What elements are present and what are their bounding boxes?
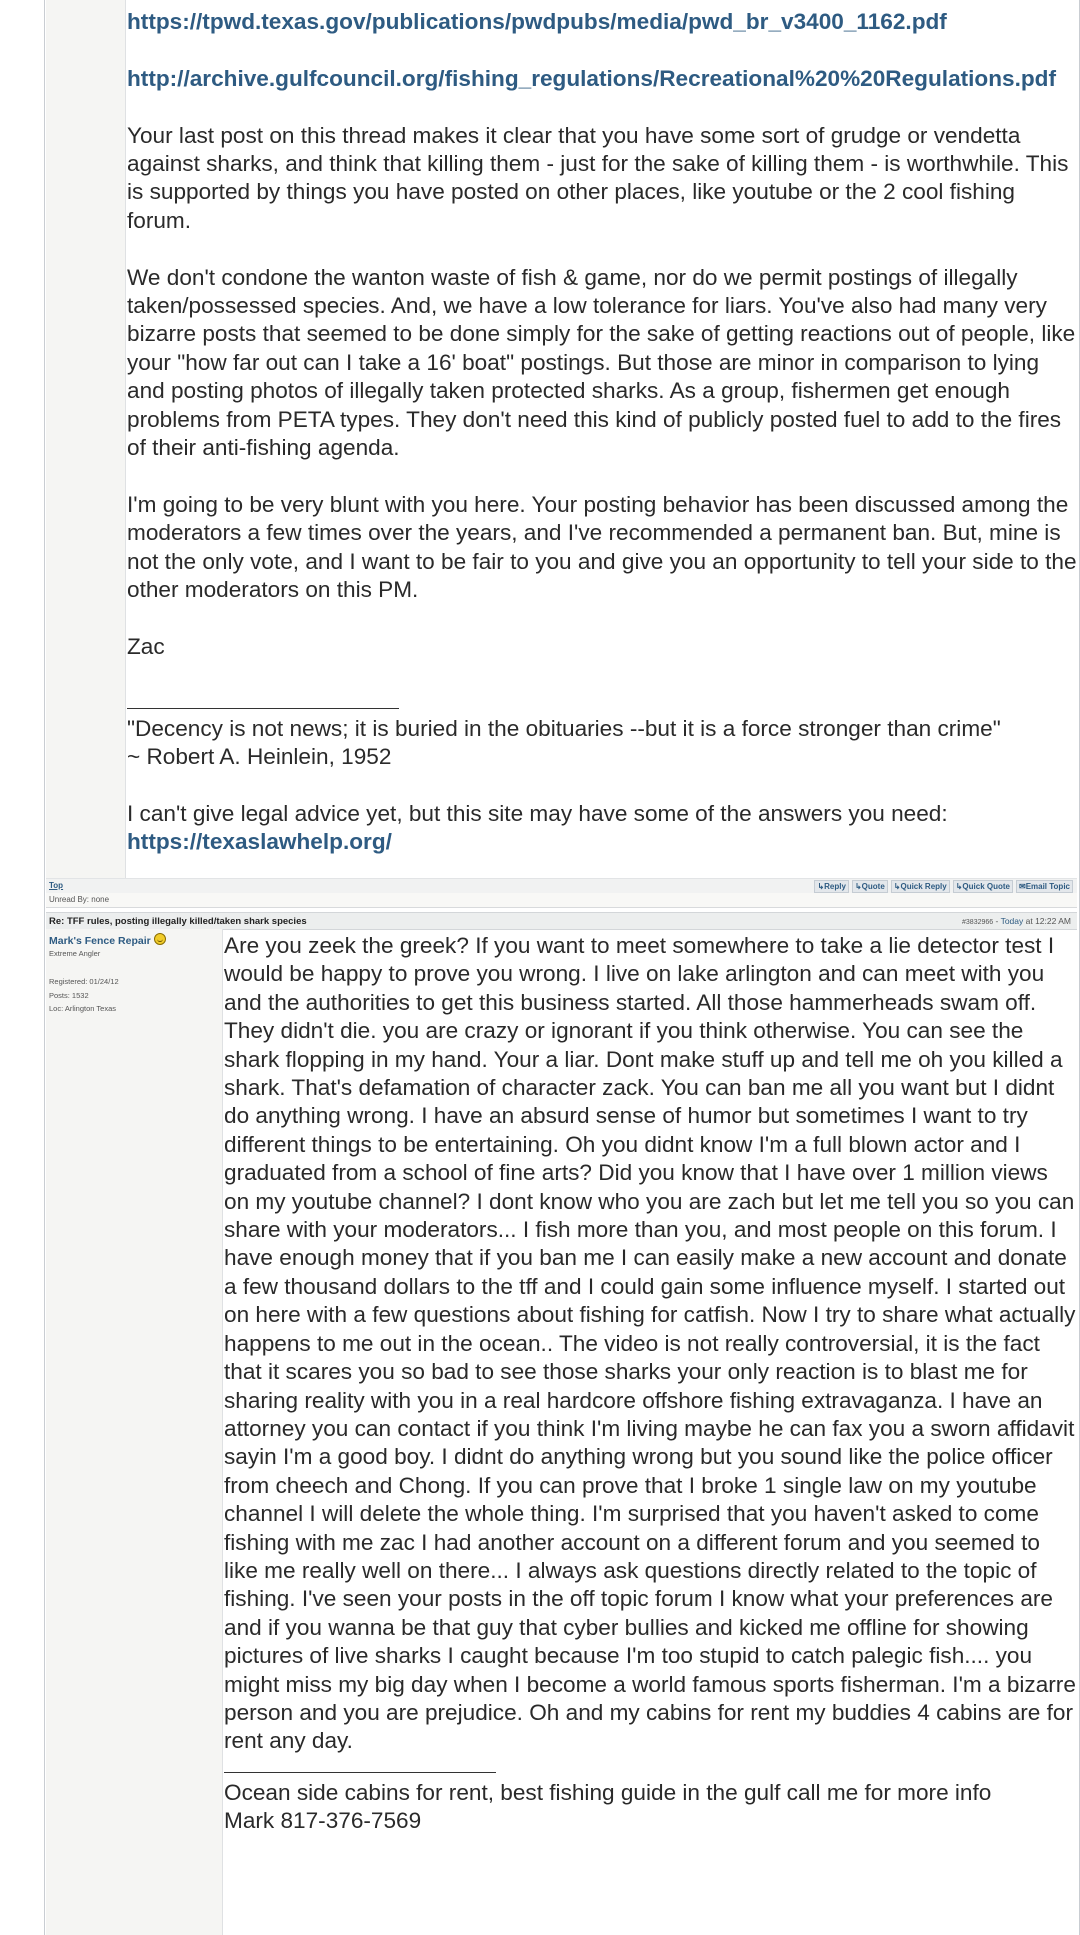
smiley-icon xyxy=(154,933,166,945)
post1-signoff: Zac xyxy=(127,633,165,659)
author-registered: Registered: 01/24/12 xyxy=(49,977,119,986)
signature-attribution: ~ Robert A. Heinlein, 1952 xyxy=(127,744,392,770)
signature-quote: "Decency is not news; it is buried in the obituaries --but it is a force stronger than crime" xyxy=(127,715,1001,741)
quote-button[interactable]: ↳Quote xyxy=(852,880,888,893)
unread-by-text: Unread By: none xyxy=(49,895,110,904)
post1-paragraph: We don't condone the wanton waste of fish & game, nor do we permit postings of illegally taken/possessed species. And, we have a low tolerance for liars. You've also had many very bizarre posts that seemed to be done simply for the sake of getting reactions out of people, like your "how far out can I take a 16' boat" postings. But those are minor in comparison to lying and posting photos of illegally taken protected sharks. As a group, fishermen get enough problems from PETA types. They don't need this kind of publicly posted fuel to add to the fires of their anti-fishing agenda. xyxy=(127,264,1076,461)
post2-signature xyxy=(224,1756,1077,1836)
quick-reply-button[interactable]: ↳Quick Reply xyxy=(891,880,950,893)
post1-paragraph: Your last post on this thread makes it clear that you have some sort of grudge or vendetta against sharks, and think that killing them - just for the sake of killing them - is worthwhile. This is supported by things you have posted on other places, like youtube or the 2 cool fishing forum. xyxy=(127,122,1069,233)
post-id-link[interactable]: #3832966 xyxy=(962,919,994,926)
post-actions xyxy=(814,880,1073,893)
post-time-prefix: at xyxy=(1023,916,1036,926)
post1-paragraph: I'm going to be very blunt with you here. Your posting behavior has been discussed among the moderators a few times over the years, and I've recommended a permanent ban. But, mine is not the only vote, and I want to be fair to you and give you an opportunity to tell your side to the other moderators on this PM. xyxy=(127,491,1077,603)
post2-message: Are you zeek the greek? If you want to meet somewhere to take a lie detector test I would be happy to prove you wrong. I live on lake arlington and can meet with you and the authorities to get this business started. All those hammerheads swam off. They didn't die. you are crazy or ignorant if you think otherwise. You can see the shark flopping in my hand. Your a liar. Dont make stuff up and tell me oh you killed a shark. That's defamation of character zack. You can ban me all you want but I didnt do anything wrong. I have an absurd sense of humor but sometimes I want to try different things to be entertaining. Oh you didnt know I'm a full blown actor and I graduated from a school of fine arts? Did you know that I have over 1 million views on my youtube channel? I dont know who you are zach but let me tell you so you can share with your moderators... I fish more than you, and most people on this forum. I have enough money that if you ban me I can easily make a new account and donate a few thousand dollars to the tff and I could gain some influence myself. I started out on here with a few questions about fishing for catfish. Now I try to share what actually happens to me out in the ocean.. The video is not really controversial, it is the fact that it scares you so bad to see those sharks your only reaction is to blast me for sharing reality with you in a real hardcore offshore fishing extravaganza. I have an attorney you can contact if you think I'm living maybe he can fax you a sworn affidavit sayin I'm a good boy. I didnt do anything wrong but you sound like the police officer from cheech and Chong. If you can prove that I broke 1 single law on my youtube channel I will delete the whole thing. I'm surprised that you haven't asked to come fishing with me zac I had another account on a different forum and you seemed to like me really well on there... I always ask questions directly related to the topic of fishing. I've seen your posts in the off topic forum I know what your preferences are and if you wanna be that guy that cyber bullies and kicked me offline for showing pictures of live sharks I caught because I'm too stupid to catch palegic fish.... you might miss my big day when I become a world famous sports fisherman. I'm a bizarre person and you are prejudice. Oh and my cabins for rent my buddies 4 cabins are for rent any day. xyxy=(224,933,1076,1754)
quick-quote-button[interactable]: ↳Quick Quote xyxy=(953,880,1013,893)
reply-button[interactable]: ↳Reply xyxy=(814,880,849,893)
author-info xyxy=(49,975,119,1016)
author-location: Loc: Arlington Texas xyxy=(49,1004,116,1013)
post-time: 12:22 AM xyxy=(1035,916,1071,926)
texaslawhelp-link[interactable]: https://texaslawhelp.org/ xyxy=(127,829,392,855)
post-date: Today xyxy=(1000,916,1024,926)
author-posts: Posts: 1532 xyxy=(49,990,89,1000)
post2-subject: Re: TFF rules, posting illegally killed/taken shark species xyxy=(49,916,307,927)
post2-author-column xyxy=(46,929,223,1935)
gulfcouncil-link[interactable]: http://archive.gulfcouncil.org/fishing_regulations/Recreational%20%20Regulations.pdf xyxy=(127,65,1057,91)
post2-header xyxy=(46,912,1077,930)
post2-meta xyxy=(962,916,1071,926)
top-link[interactable]: Top xyxy=(49,881,64,890)
post-meta-separator: - xyxy=(993,916,1001,926)
post1-footer xyxy=(46,878,1077,894)
post1-body xyxy=(127,0,1077,878)
post1-signature xyxy=(127,690,1077,857)
post2-body xyxy=(224,929,1077,1935)
tpwd-link[interactable]: https://tpwd.texas.gov/publications/pwdpubs/media/pwd_br_v3400_1162.pdf xyxy=(127,9,947,34)
signature-divider xyxy=(127,690,399,709)
signature-legal-text: I can't give legal advice yet, but this site may have some of the answers you need: xyxy=(127,800,948,826)
post2-text xyxy=(224,929,1077,1836)
email-topic-button[interactable]: ✉Email Topic xyxy=(1016,880,1073,893)
signature-line: Ocean side cabins for rent, best fishing guide in the gulf call me for more info xyxy=(224,1779,992,1805)
signature-line: Mark 817-376-7569 xyxy=(224,1808,422,1834)
post1-author-column xyxy=(46,0,126,878)
signature-divider xyxy=(224,1756,496,1773)
unread-by-row xyxy=(46,893,1077,908)
author-username[interactable] xyxy=(49,933,166,947)
author-name[interactable]: Mark's Fence Repair xyxy=(49,935,151,947)
author-rank: Extreme Angler xyxy=(49,949,101,958)
post1-text xyxy=(127,0,1077,857)
